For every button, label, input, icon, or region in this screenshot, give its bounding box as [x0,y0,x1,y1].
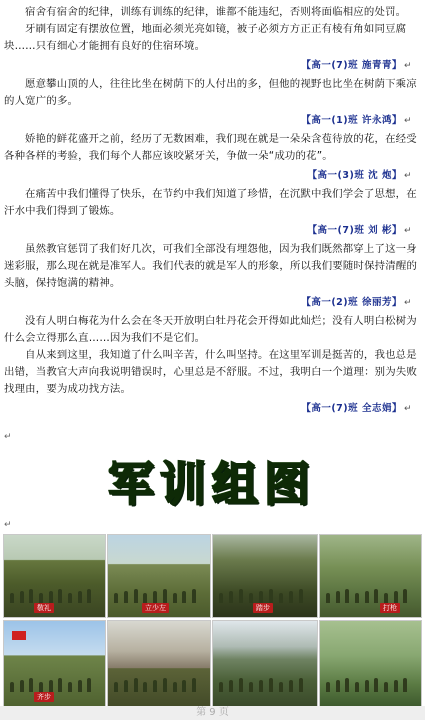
soldier-figure [269,589,273,603]
paragraph: 没有人明白梅花为什么会在冬天开放明白牡丹花会开得如此灿烂；没有人明白松树为什么会立得那么直……因为我们不是它们。 [4,315,417,344]
author-signature: 【高一(7)班 刘 彬】 ↵ [307,225,412,236]
troops-figures [320,674,421,692]
troops-figures [213,674,317,692]
soldier-figure [269,678,273,692]
soldier-figure [192,589,196,603]
soldier-figure [134,589,138,603]
soldier-figure [219,682,223,692]
return-mark-icon: ↵ [403,61,412,71]
photo-march [212,534,318,618]
soldier-figure [29,589,33,603]
photo-caption: 齐步 [34,692,54,702]
soldier-figure [10,593,14,603]
troops-figures [4,674,105,692]
soldier-figure [239,678,243,692]
soldier-figure [114,593,118,603]
photo-caption: 敬礼 [34,603,54,613]
soldier-figure [78,680,82,692]
author-signature: 【高一(1)班 许永鸿】 ↵ [301,115,412,126]
album-title: 军训组图 [108,457,316,511]
soldier-figure [239,589,243,603]
soldier-figure [374,678,378,692]
soldier-figure [124,680,128,692]
soldier-figure [192,678,196,692]
paragraph: 牙刷有固定有摆放位置，地面必须光亮如镜，被子必须方方正正有棱有角如同豆腐块……只有细心才能拥有良好的住宿环境。 [4,23,407,52]
soldier-figure [87,678,91,692]
soldier-figure [49,591,53,603]
paragraph: 虽然教官惩罚了我们好几次，可我们全部没有埋怨他，因为我们既然都穿上了这一身迷彩服，那么现在就是准军人。我们代表的就是军人的形象，所以我们要随时保持清醒的头脑，保持饱满的精神。 [4,243,418,289]
soldier-figure [249,682,253,692]
soldier-figure [259,680,263,692]
soldier-figure [326,593,330,603]
photo-camouflage [319,620,422,707]
photo-shooting [319,534,422,618]
soldier-figure [134,678,138,692]
soldier-figure [153,680,157,692]
photo-formation [212,620,318,707]
soldier-figure [68,682,72,692]
soldier-figure [403,589,407,603]
soldier-figure [229,680,233,692]
photo-caption: 踏步 [253,603,273,613]
soldier-figure [365,680,369,692]
return-mark-icon: ↵ [4,520,12,530]
soldier-figure [182,680,186,692]
soldier-figure [49,680,53,692]
paragraph: 娇艳的鲜花盛开之前，经历了无数困难，我们现在就是一朵朵含苞待放的花，在经受各种各样的考验，我们每个人都应该咬紧牙关，争做一朵“成功的花”。 [4,133,417,162]
soldier-figure [163,589,167,603]
soldier-figure [143,682,147,692]
soldier-figure [229,591,233,603]
page-number: 第 9 页 [196,707,229,718]
soldier-figure [336,591,340,603]
soldier-figure [336,680,340,692]
troops-figures [108,674,210,692]
soldier-figure [345,678,349,692]
soldier-figure [394,591,398,603]
author-signature: 【高一(2)班 徐丽芳】 ↵ [301,297,412,308]
album-title-banner [98,449,326,513]
soldier-figure [289,591,293,603]
soldier-figure [259,591,263,603]
soldier-figure [326,682,330,692]
soldier-figure [68,593,72,603]
soldier-figure [394,680,398,692]
soldier-figure [58,589,62,603]
soldier-figure [374,589,378,603]
photo-caption: 打枪 [380,603,400,613]
return-mark-icon: ↵ [403,298,412,308]
photo-caption: 立少左 [142,603,169,613]
soldier-figure [384,682,388,692]
soldier-figure [39,682,43,692]
soldier-figure [355,593,359,603]
soldier-figure [249,593,253,603]
photo-building [107,620,211,707]
soldier-figure [20,591,24,603]
soldier-figure [20,680,24,692]
soldier-figure [355,682,359,692]
soldier-figure [114,682,118,692]
soldier-figure [299,678,303,692]
flag-icon [12,631,26,640]
paragraph: 在痛苦中我们懂得了快乐，在节约中我们知道了珍惜，在沉默中我们学会了思想，在汗水中我们得到了锻炼。 [4,188,417,217]
soldier-figure [10,682,14,692]
soldier-figure [299,589,303,603]
soldier-figure [219,593,223,603]
photo-quickstep [3,620,106,707]
soldier-figure [345,589,349,603]
soldier-figure [403,678,407,692]
soldier-figure [163,678,167,692]
page-footer [0,706,425,720]
soldier-figure [153,591,157,603]
photo-salute [3,534,106,618]
soldier-figure [182,591,186,603]
soldier-figure [29,678,33,692]
paragraph: 自从来到这里，我知道了什么叫辛苦，什么叫坚持。在这里军训是挺苦的，我也总是出错，当教官大声向我说明错误时，心里总是不舒服。不过，我明白一个道理：别为失败找理由，要为成功找方法。 [4,349,418,395]
return-mark-icon: ↵ [403,116,412,126]
soldier-figure [365,591,369,603]
author-signature: 【高一(3)班 沈 炮】 ↵ [307,170,412,181]
author-signature: 【高一(7)班 施青青】 ↵ [301,60,412,71]
paragraph: 宿舍有宿舍的纪律，训练有训练的纪律，谁都不能违纪，否则将面临相应的处罚。 [25,6,407,18]
soldier-figure [124,591,128,603]
photo-stand [107,534,211,618]
soldier-figure [143,593,147,603]
soldier-figure [289,680,293,692]
return-mark-icon: ↵ [403,404,412,414]
author-signature: 【高一(7)班 全志娟】 ↵ [301,403,412,414]
soldier-figure [58,678,62,692]
soldier-figure [39,593,43,603]
soldier-figure [279,682,283,692]
soldier-figure [279,593,283,603]
paragraph: 愿意攀山顶的人，往往比坐在树荫下的人付出的多，但他的视野也比坐在树荫下乘凉的人宽广的多。 [4,78,417,107]
return-mark-icon: ↵ [403,171,412,181]
return-mark-icon: ↵ [4,432,12,442]
soldier-figure [173,682,177,692]
soldier-figure [87,589,91,603]
soldier-figure [173,593,177,603]
photo-grid [3,534,421,706]
troops-figures [213,585,317,603]
return-mark-icon: ↵ [403,226,412,236]
soldier-figure [78,591,82,603]
troops-figures [4,585,105,603]
essay-text-area [4,4,420,419]
troops-figures [108,585,210,603]
soldier-figure [384,593,388,603]
troops-figures [320,585,421,603]
